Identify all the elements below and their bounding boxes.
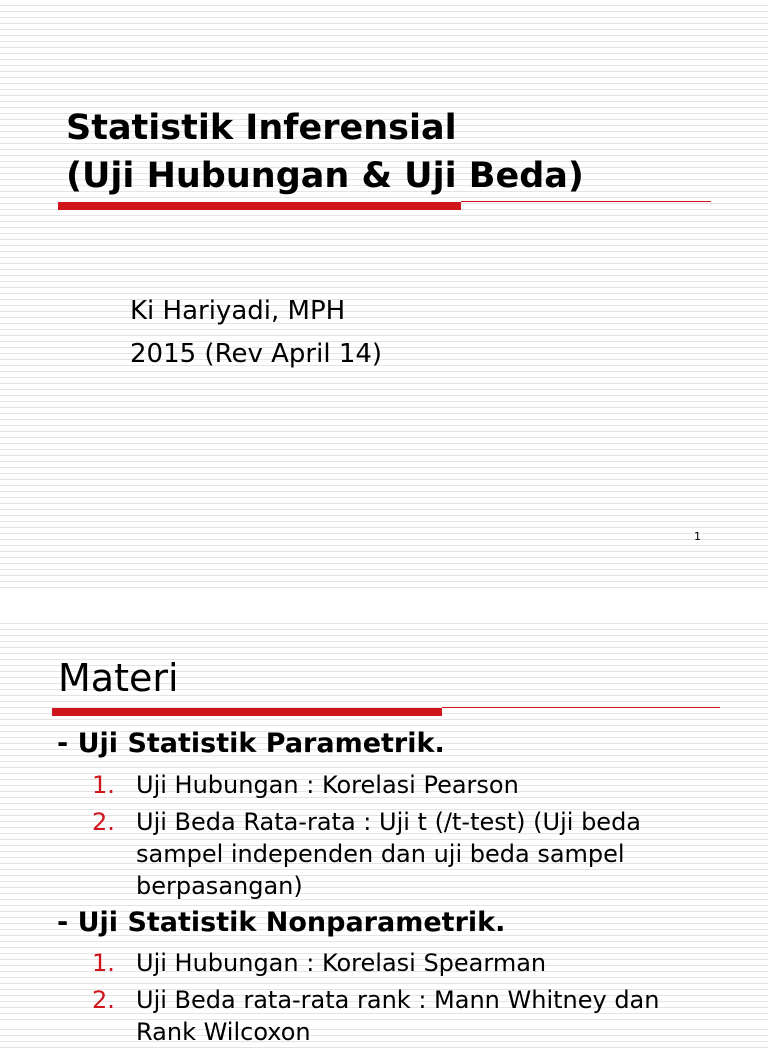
list-text: Uji Hubungan : Korelasi Pearson (136, 771, 519, 799)
list-item (92, 947, 716, 979)
slide-separator (0, 588, 768, 620)
page-number: 1 (694, 530, 701, 543)
list-text: Uji Beda rata-rata rank : Mann Whitney dan Rank Wilcoxon (136, 986, 660, 1046)
slide-heading: Materi (58, 656, 179, 700)
title-underline-thick (58, 202, 461, 210)
list-number: 1. (92, 949, 115, 977)
list-number: 1. (92, 771, 115, 799)
title-line-1: Statistik Inferensial (66, 108, 457, 148)
section-parametric-title: - Uji Statistik Parametrik. (57, 728, 445, 759)
title-underline-thin (461, 201, 711, 202)
slide-title (66, 104, 584, 200)
heading-underline-thick (52, 708, 442, 716)
list-number: 2. (92, 808, 115, 836)
list-item (92, 769, 716, 801)
list-text: Uji Beda Rata-rata : Uji t (/t-test) (Uji beda sampel independen dan uji beda sampel berpasangan) (136, 808, 642, 900)
list-text: Uji Hubungan : Korelasi Spearman (136, 949, 547, 977)
list-item (92, 806, 716, 902)
title-line-2: (Uji Hubungan & Uji Beda) (66, 156, 584, 196)
list-item (92, 984, 716, 1048)
materi-slide (0, 620, 768, 1046)
author-name: Ki Hariyadi, MPH (130, 296, 346, 326)
heading-underline-thin (442, 707, 720, 708)
presentation-date: 2015 (Rev April 14) (130, 339, 383, 369)
list-number: 2. (92, 986, 115, 1014)
section-nonparametric-title: - Uji Statistik Nonparametrik. (57, 907, 506, 938)
